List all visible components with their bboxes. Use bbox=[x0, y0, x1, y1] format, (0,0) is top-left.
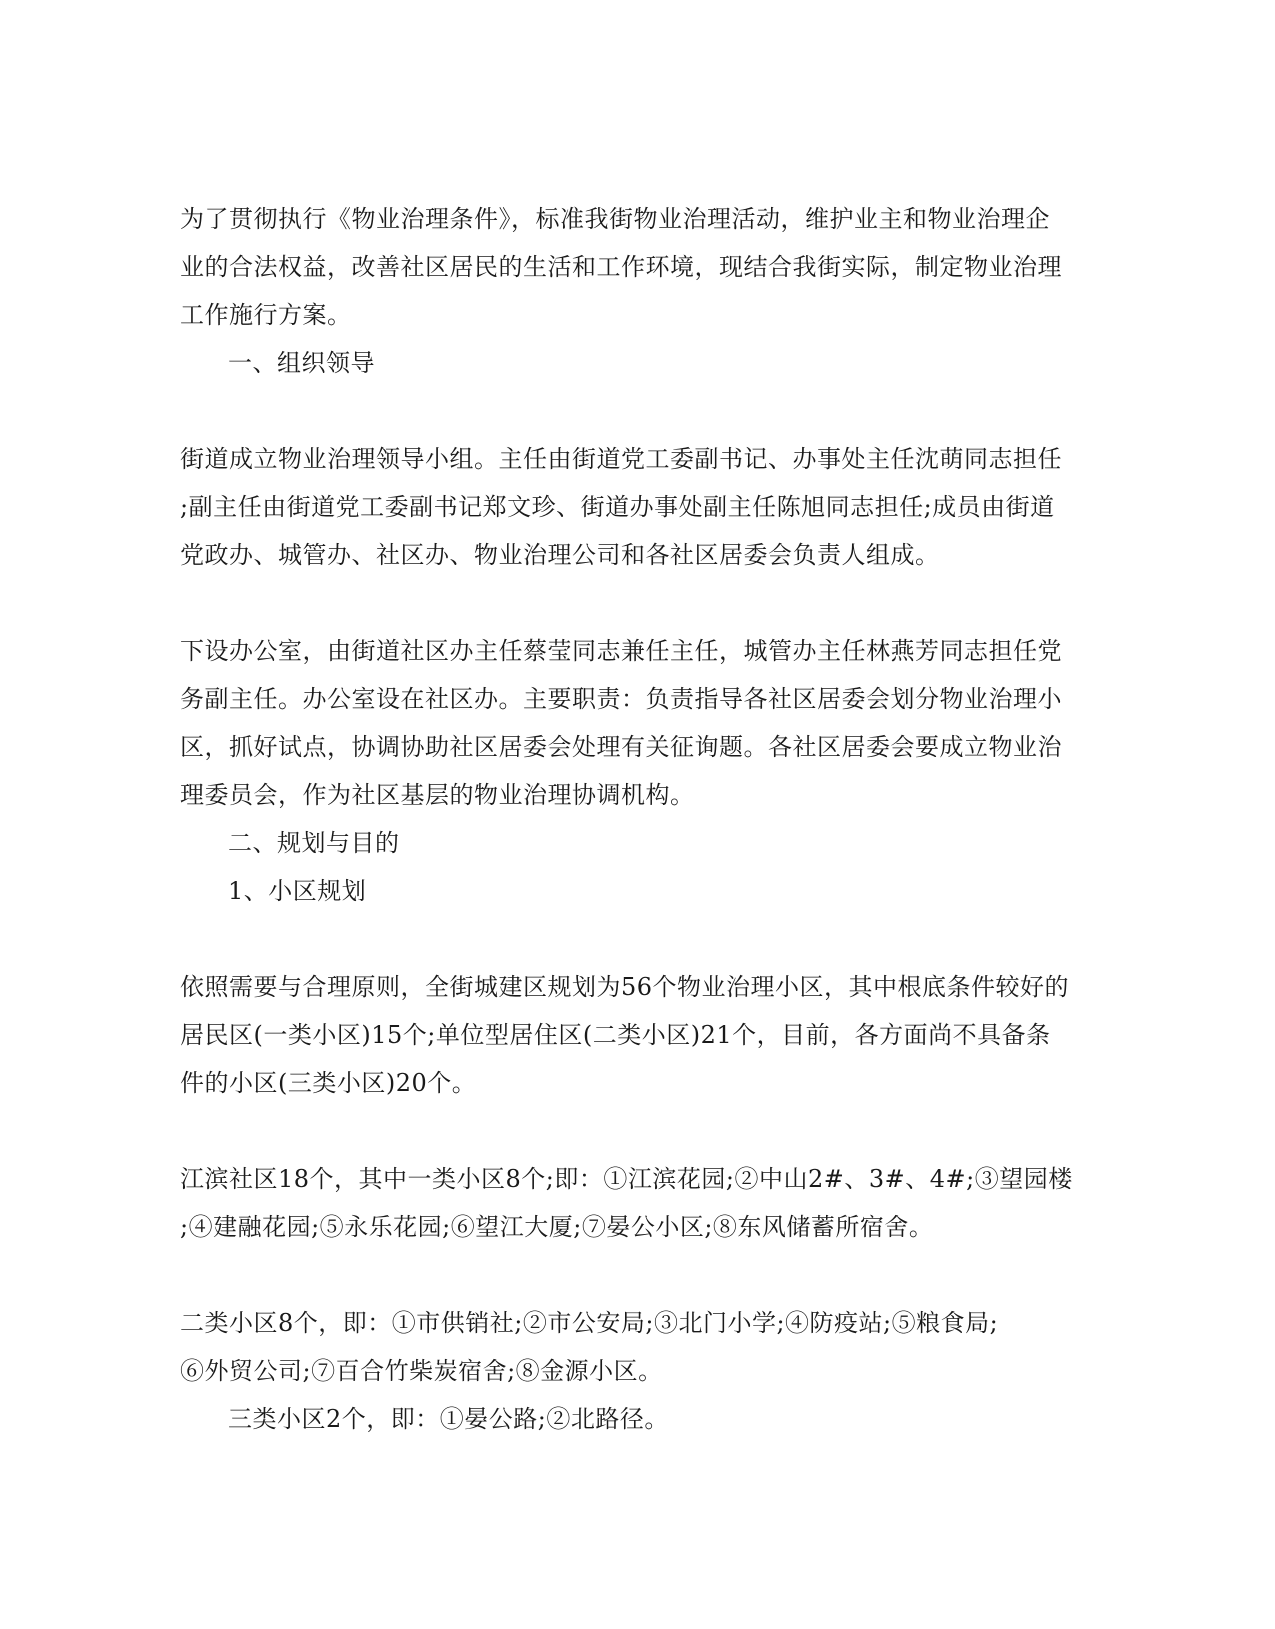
paragraph-line: ;副主任由街道党工委副书记郑文珍、街道办事处副主任陈旭同志担任;成员由街道 bbox=[180, 493, 1055, 521]
paragraph-line: ⑥外贸公司;⑦百合竹柴炭宿舍;⑧金源小区。 bbox=[180, 1357, 663, 1385]
paragraph-line: 业的合法权益，改善社区居民的生活和工作环境，现结合我街实际，制定物业治理 bbox=[180, 253, 1062, 281]
subsection-heading: 1、小区规划 bbox=[228, 877, 367, 905]
paragraph-line: 街道成立物业治理领导小组。主任由街道党工委副书记、办事处主任沈萌同志担任 bbox=[180, 445, 1062, 473]
paragraph-line: 件的小区(三类小区)20个。 bbox=[180, 1069, 477, 1097]
paragraph-gap bbox=[180, 579, 1095, 627]
document-page bbox=[180, 195, 1095, 1443]
section-heading: 二、规划与目的 bbox=[228, 829, 400, 857]
paragraph-line: ;④建融花园;⑤永乐花园;⑥望江大厦;⑦晏公小区;⑧东风储蓄所宿舍。 bbox=[180, 1213, 934, 1241]
paragraph-line: 务副主任。办公室设在社区办。主要职责：负责指导各社区居委会划分物业治理小 bbox=[180, 685, 1062, 713]
paragraph-line: 党政办、城管办、社区办、物业治理公司和各社区居委会负责人组成。 bbox=[180, 541, 940, 569]
paragraph-line: 二类小区8个，即：①市供销社;②市公安局;③北门小学;④防疫站;⑤粮食局; bbox=[180, 1309, 999, 1337]
paragraph-line: 依照需要与合理原则，全街城建区规划为56个物业治理小区，其中根底条件较好的 bbox=[180, 973, 1070, 1001]
paragraph-gap bbox=[180, 1251, 1095, 1299]
section-heading: 一、组织领导 bbox=[228, 349, 375, 377]
paragraph-line: 理委员会，作为社区基层的物业治理协调机构。 bbox=[180, 781, 695, 809]
paragraph-line: 工作施行方案。 bbox=[180, 301, 352, 329]
paragraph-line: 江滨社区18个，其中一类小区8个;即：①江滨花园;②中山2#、3#、4#;③望园楼 bbox=[180, 1165, 1073, 1193]
paragraph-line: 区，抓好试点，协调协助社区居委会处理有关征询题。各社区居委会要成立物业治 bbox=[180, 733, 1062, 761]
paragraph-line: 为了贯彻执行《物业治理条件》，标准我街物业治理活动，维护业主和物业治理企 bbox=[180, 205, 1050, 233]
paragraph-line: 三类小区2个，即：①晏公路;②北路径。 bbox=[228, 1405, 669, 1433]
paragraph-gap bbox=[180, 387, 1095, 435]
paragraph-gap bbox=[180, 915, 1095, 963]
paragraph-line: 居民区(一类小区)15个;单位型居住区(二类小区)21个，目前，各方面尚不具备条 bbox=[180, 1021, 1051, 1049]
paragraph-line: 下设办公室，由街道社区办主任蔡莹同志兼任主任，城管办主任林燕芳同志担任党 bbox=[180, 637, 1062, 665]
paragraph-gap bbox=[180, 1107, 1095, 1155]
